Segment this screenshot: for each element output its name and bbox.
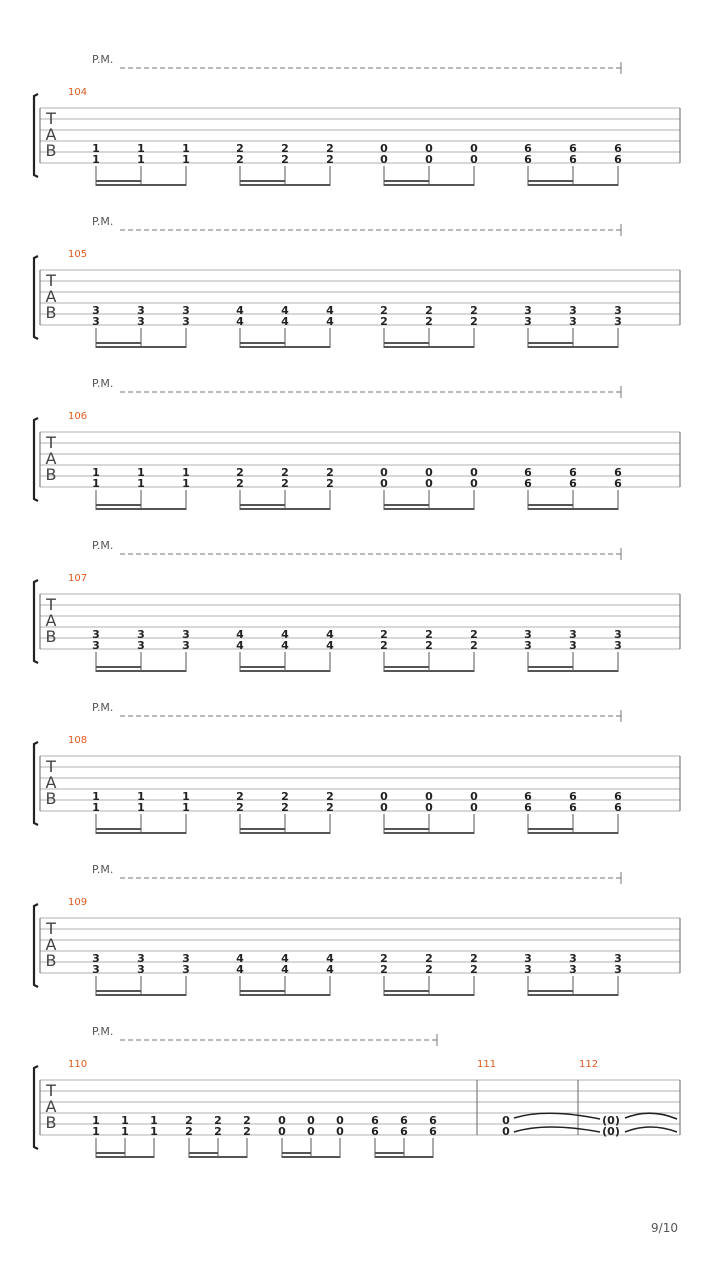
fret-number-string6: 2 [425, 639, 433, 652]
fret-number-string5: 2 [380, 628, 388, 641]
fret-number-string6: 6 [524, 153, 532, 166]
fret-number-string5: 6 [569, 142, 577, 155]
tab-clef-letter: B [45, 303, 57, 322]
fret-number-string5: 0 [425, 142, 433, 155]
fret-number-string6: 3 [92, 315, 100, 328]
fret-number-string6: 0 [502, 1125, 510, 1138]
fret-number-string5: 3 [92, 952, 100, 965]
fret-number-string5: 1 [137, 790, 145, 803]
fret-number-string6: 6 [524, 477, 532, 490]
tab-clef-letter: B [45, 951, 57, 970]
tab-clef-letter: A [45, 1097, 57, 1116]
measure-number: 106 [68, 411, 88, 422]
fret-number-string6: 6 [400, 1125, 408, 1138]
fret-number-string5: 0 [470, 790, 478, 803]
tie-arc [514, 1127, 600, 1132]
fret-number-string5: 2 [236, 466, 244, 479]
fret-number-string5: 1 [121, 1114, 129, 1127]
tab-clef-letter: T [46, 595, 56, 614]
fret-number-string5: 3 [569, 304, 577, 317]
fret-number-string5: 3 [137, 628, 145, 641]
fret-number-string5: 2 [281, 790, 289, 803]
fret-number-string6: 0 [336, 1125, 344, 1138]
fret-number-string5: 4 [281, 952, 289, 965]
system-bracket [34, 256, 38, 339]
fret-number-string5: 2 [236, 790, 244, 803]
fret-number-string6: 1 [92, 153, 100, 166]
fret-number-string5: 3 [614, 304, 622, 317]
fret-number-string6: 1 [92, 477, 100, 490]
fret-number-string5: 3 [182, 952, 190, 965]
measure-number: 107 [68, 573, 88, 584]
fret-number-string5: 4 [236, 952, 244, 965]
fret-number-string6: 3 [614, 315, 622, 328]
fret-number-string5: 3 [524, 952, 532, 965]
fret-number-string6: 6 [614, 477, 622, 490]
fret-number-string5: 0 [470, 142, 478, 155]
fret-number-string5: 3 [92, 628, 100, 641]
tab-clef-letter: T [46, 1081, 56, 1100]
fret-number-string6: 0 [425, 801, 433, 814]
fret-number-string5: 2 [470, 952, 478, 965]
tab-clef-letter: B [45, 1113, 57, 1132]
fret-number-string5: 6 [524, 466, 532, 479]
fret-number-string5: 2 [185, 1114, 193, 1127]
tab-clef-letter: T [46, 109, 56, 128]
page-number: 9/10 [651, 1221, 678, 1235]
fret-number-string5: 3 [569, 952, 577, 965]
fret-number-string6: 2 [281, 477, 289, 490]
palm-mute-label: P.M. [92, 539, 114, 552]
fret-number-string5: 1 [182, 142, 190, 155]
tab-clef-letter: T [46, 271, 56, 290]
fret-number-string6: 0 [470, 477, 478, 490]
tab-clef-letter: A [45, 773, 57, 792]
palm-mute-label: P.M. [92, 863, 114, 876]
palm-mute-label: P.M. [92, 701, 114, 714]
fret-number-string5: 6 [614, 142, 622, 155]
fret-number-string5: 1 [92, 466, 100, 479]
fret-number-string5: 1 [150, 1114, 158, 1127]
fret-number-string5: 4 [236, 304, 244, 317]
fret-number-string6: 3 [524, 963, 532, 976]
tab-clef-letter: A [45, 449, 57, 468]
fret-number-string6: 6 [614, 153, 622, 166]
fret-number-string6: 3 [569, 963, 577, 976]
palm-mute-label: P.M. [92, 377, 114, 390]
fret-number-string5: 2 [425, 952, 433, 965]
fret-number-string6: 2 [380, 315, 388, 328]
fret-number-string6: 3 [182, 315, 190, 328]
tab-clef-letter: T [46, 757, 56, 776]
fret-number-string5: 4 [326, 304, 334, 317]
fret-number-string5: 1 [92, 1114, 100, 1127]
fret-number-string6: 0 [470, 153, 478, 166]
system-bracket [34, 742, 38, 825]
fret-number-string5: 0 [380, 466, 388, 479]
measure-number: 109 [68, 897, 88, 908]
fret-number-string6: 0 [425, 477, 433, 490]
fret-number-string6: 4 [281, 963, 289, 976]
fret-number-string5: 3 [137, 304, 145, 317]
fret-number-string5: 4 [281, 304, 289, 317]
system-bracket [34, 1066, 38, 1149]
fret-number-string6: 2 [326, 801, 334, 814]
fret-number-string5: 6 [400, 1114, 408, 1127]
fret-number-string6: 1 [150, 1125, 158, 1138]
fret-number-string5: 2 [326, 466, 334, 479]
fret-number-string6: 3 [137, 315, 145, 328]
fret-number-string6: 6 [614, 801, 622, 814]
fret-number-string6: 2 [281, 801, 289, 814]
fret-number-string5: 2 [243, 1114, 251, 1127]
fret-number-string6: 0 [380, 801, 388, 814]
fret-number-string5: 0 [502, 1114, 510, 1127]
fret-number-string6: 4 [236, 639, 244, 652]
palm-mute-label: P.M. [92, 53, 114, 66]
tab-clef-letter: A [45, 935, 57, 954]
fret-number-string5: 0 [425, 466, 433, 479]
tab-clef-letter: A [45, 611, 57, 630]
fret-number-string6: 1 [137, 801, 145, 814]
tab-clef-letter: T [46, 433, 56, 452]
tab-clef-letter: B [45, 627, 57, 646]
tab-clef-letter: B [45, 141, 57, 160]
fret-number-string5: 1 [182, 790, 190, 803]
fret-number-string5: 4 [326, 628, 334, 641]
system-bracket [34, 580, 38, 663]
fret-number-string5: 3 [569, 628, 577, 641]
fret-number-string6: 3 [182, 963, 190, 976]
fret-number-string6: 3 [137, 963, 145, 976]
fret-number-string6: 4 [281, 315, 289, 328]
fret-number-string5: 3 [614, 628, 622, 641]
fret-number-string6: 3 [524, 315, 532, 328]
fret-number-string6: 3 [182, 639, 190, 652]
fret-number-string6: 3 [569, 639, 577, 652]
fret-number-string5: 3 [92, 304, 100, 317]
fret-number-string6: 2 [470, 963, 478, 976]
fret-number-string6: 6 [524, 801, 532, 814]
fret-number-string5: 2 [281, 142, 289, 155]
fret-number-string6: 2 [326, 153, 334, 166]
fret-number-string5: 0 [425, 790, 433, 803]
fret-number-string6: 1 [182, 153, 190, 166]
fret-number-string6: 3 [614, 639, 622, 652]
fret-number-string6: 1 [92, 1125, 100, 1138]
fret-number-string6: 6 [371, 1125, 379, 1138]
fret-number-string6: 1 [121, 1125, 129, 1138]
fret-number-string6: 2 [214, 1125, 222, 1138]
fret-number-string6: 4 [326, 315, 334, 328]
fret-number-string6: 4 [236, 963, 244, 976]
fret-number-string5: 3 [182, 628, 190, 641]
fret-number-string5: 4 [281, 628, 289, 641]
fret-number-string6: 2 [470, 639, 478, 652]
tab-clef-letter: T [46, 919, 56, 938]
fret-number-string5: 1 [137, 466, 145, 479]
fret-number-string5: 3 [137, 952, 145, 965]
measure-number: 108 [68, 735, 88, 746]
fret-number-string5: 3 [524, 304, 532, 317]
fret-number-string6: (0) [602, 1125, 620, 1138]
fret-number-string5: 1 [182, 466, 190, 479]
system-bracket [34, 94, 38, 177]
fret-number-string6: 0 [307, 1125, 315, 1138]
measure-number: 105 [68, 249, 88, 260]
fret-number-string5: 2 [326, 142, 334, 155]
fret-number-string5: 1 [92, 790, 100, 803]
fret-number-string5: 6 [524, 790, 532, 803]
tie-arc [625, 1113, 677, 1119]
fret-number-string6: 3 [614, 963, 622, 976]
fret-number-string5: 0 [380, 790, 388, 803]
fret-number-string6: 1 [182, 477, 190, 490]
fret-number-string5: 2 [425, 628, 433, 641]
fret-number-string5: 0 [380, 142, 388, 155]
fret-number-string6: 2 [326, 477, 334, 490]
fret-number-string6: 4 [326, 963, 334, 976]
system-bracket [34, 418, 38, 501]
measure-number: 112 [579, 1059, 599, 1070]
fret-number-string6: 4 [281, 639, 289, 652]
fret-number-string6: 2 [380, 639, 388, 652]
palm-mute-label: P.M. [92, 215, 114, 228]
tab-clef-letter: B [45, 465, 57, 484]
fret-number-string6: 1 [137, 477, 145, 490]
fret-number-string5: 3 [182, 304, 190, 317]
fret-number-string6: 1 [182, 801, 190, 814]
fret-number-string6: 2 [281, 153, 289, 166]
fret-number-string5: 2 [380, 952, 388, 965]
tie-arc [625, 1127, 677, 1132]
fret-number-string6: 2 [236, 153, 244, 166]
fret-number-string6: 2 [236, 801, 244, 814]
fret-number-string5: 4 [326, 952, 334, 965]
fret-number-string6: 2 [380, 963, 388, 976]
fret-number-string5: (0) [602, 1114, 620, 1127]
fret-number-string6: 2 [236, 477, 244, 490]
fret-number-string5: 2 [214, 1114, 222, 1127]
fret-number-string6: 1 [92, 801, 100, 814]
fret-number-string6: 6 [569, 477, 577, 490]
fret-number-string6: 4 [326, 639, 334, 652]
fret-number-string5: 0 [336, 1114, 344, 1127]
fret-number-string6: 0 [380, 153, 388, 166]
fret-number-string6: 3 [524, 639, 532, 652]
fret-number-string6: 6 [429, 1125, 437, 1138]
fret-number-string5: 6 [569, 466, 577, 479]
fret-number-string5: 6 [429, 1114, 437, 1127]
fret-number-string6: 2 [425, 963, 433, 976]
fret-number-string5: 1 [92, 142, 100, 155]
tie-arc [514, 1113, 600, 1119]
fret-number-string5: 2 [326, 790, 334, 803]
fret-number-string5: 3 [524, 628, 532, 641]
fret-number-string6: 2 [470, 315, 478, 328]
fret-number-string6: 2 [243, 1125, 251, 1138]
fret-number-string6: 3 [137, 639, 145, 652]
fret-number-string5: 2 [380, 304, 388, 317]
fret-number-string5: 2 [236, 142, 244, 155]
fret-number-string6: 0 [470, 801, 478, 814]
fret-number-string5: 1 [137, 142, 145, 155]
fret-number-string6: 3 [569, 315, 577, 328]
fret-number-string5: 6 [524, 142, 532, 155]
fret-number-string5: 6 [614, 790, 622, 803]
fret-number-string5: 2 [470, 628, 478, 641]
fret-number-string6: 2 [425, 315, 433, 328]
fret-number-string6: 3 [92, 963, 100, 976]
fret-number-string5: 0 [278, 1114, 286, 1127]
fret-number-string5: 2 [281, 466, 289, 479]
tab-clef-letter: A [45, 125, 57, 144]
fret-number-string6: 0 [278, 1125, 286, 1138]
fret-number-string5: 4 [236, 628, 244, 641]
fret-number-string6: 0 [380, 477, 388, 490]
fret-number-string5: 0 [307, 1114, 315, 1127]
fret-number-string6: 6 [569, 801, 577, 814]
fret-number-string6: 6 [569, 153, 577, 166]
system-bracket [34, 904, 38, 987]
tab-clef-letter: B [45, 789, 57, 808]
fret-number-string5: 6 [371, 1114, 379, 1127]
measure-number: 110 [68, 1059, 88, 1070]
fret-number-string5: 2 [470, 304, 478, 317]
fret-number-string6: 4 [236, 315, 244, 328]
fret-number-string5: 3 [614, 952, 622, 965]
fret-number-string5: 0 [470, 466, 478, 479]
palm-mute-label: P.M. [92, 1025, 114, 1038]
fret-number-string5: 2 [425, 304, 433, 317]
fret-number-string5: 6 [614, 466, 622, 479]
tab-clef-letter: A [45, 287, 57, 306]
measure-number: 104 [68, 87, 88, 98]
fret-number-string6: 0 [425, 153, 433, 166]
fret-number-string5: 6 [569, 790, 577, 803]
fret-number-string6: 1 [137, 153, 145, 166]
fret-number-string6: 2 [185, 1125, 193, 1138]
measure-number: 111 [477, 1059, 497, 1070]
fret-number-string6: 3 [92, 639, 100, 652]
